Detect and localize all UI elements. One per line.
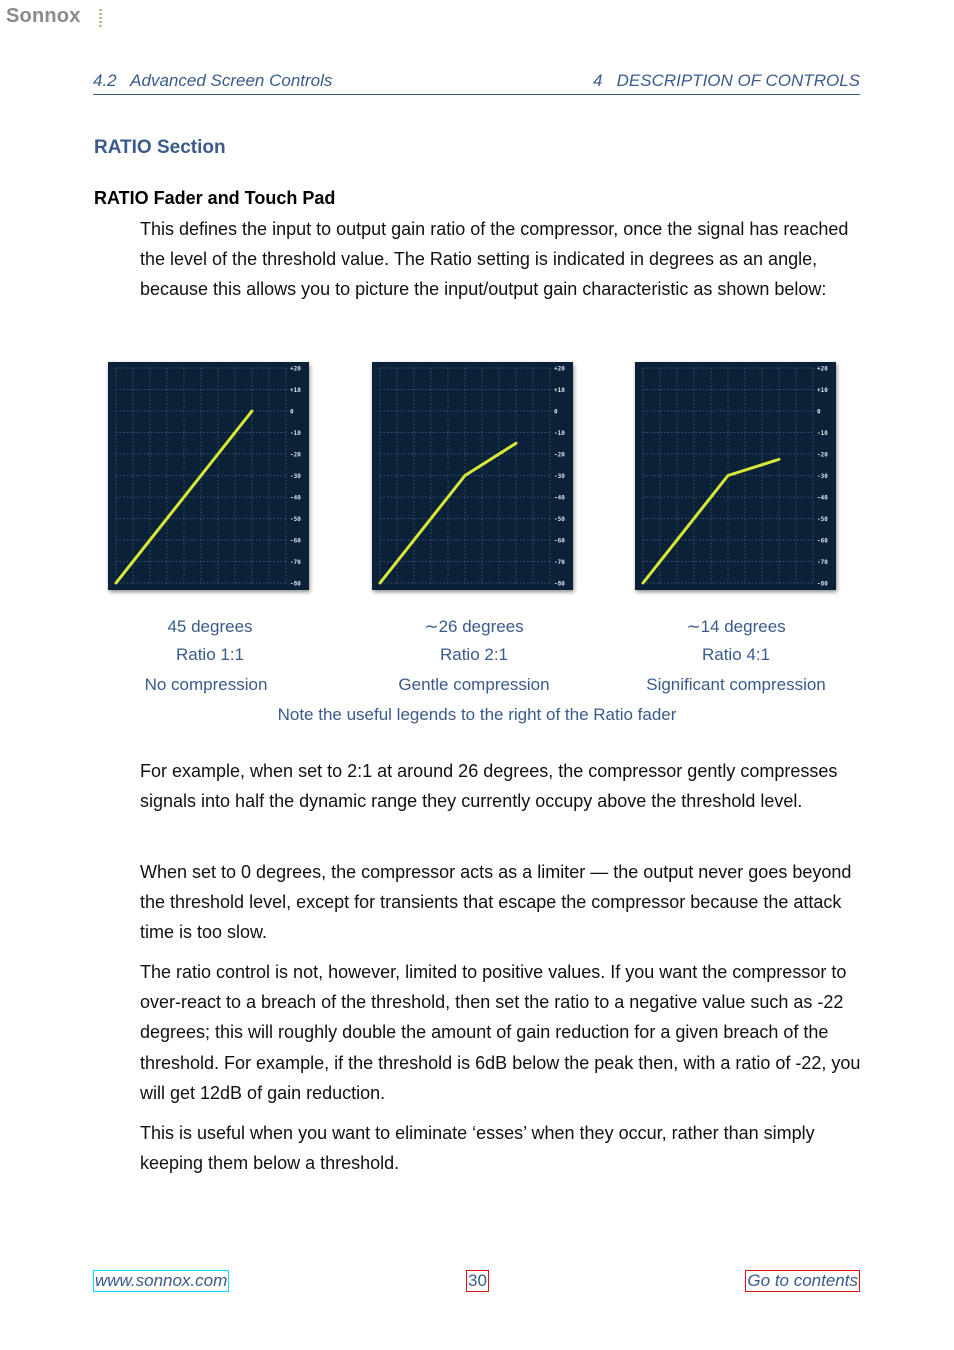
scale-label: 0 [290,408,294,416]
scale-label: -70 [817,559,828,566]
caption-desc-3: Significant compression [646,675,826,694]
scale-label: -10 [290,430,301,437]
scale-label: -70 [554,559,565,566]
ratio-graph-2to1 [372,362,573,590]
scale-label: -50 [554,516,565,523]
header-chapter-title: 4 DESCRIPTION OF CONTROLS [592,71,860,90]
scale-label: -20 [290,451,301,459]
scale-label: -80 [817,580,828,588]
caption-ratio-3: Ratio 4:1 [701,645,771,664]
sonnox-logo: Sonnox [6,5,81,27]
scale-label: -30 [554,473,565,480]
scale-label: -20 [817,451,828,459]
esses-paragraph: This is useful when you want to eliminate ‘esses’ when they occur, rather than simply keeping them below a threshold. [140,1123,815,1174]
scale-label: 0 [554,408,558,416]
scale-label: -20 [554,451,565,459]
caption-desc-2: Gentle compression [398,675,550,694]
caption-ratio-2: Ratio 2:1 [439,645,509,664]
caption-angle-2: ∼26 degrees [424,617,524,636]
website-link[interactable]: www.sonnox.com [95,1271,228,1290]
scale-label: -60 [290,537,301,545]
negative-ratio-paragraph: The ratio control is not, however, limited to positive values. If you want the compressor to over-react to a breach of the threshold, then set the ratio to a negative value such as -22 degrees; this will roughly double the amount of gain reduction for a given breach of the threshold. For example, if the threshold is 6dB below the peak then, with a ratio of -22, you will get 12dB of gain reduction. [140,962,861,1103]
scale-label: +20 [290,365,301,373]
scale-label: -60 [554,537,565,545]
caption-angle-1: 45 degrees [167,617,253,636]
caption-ratio-1: Ratio 1:1 [175,645,245,664]
scale-label: +10 [817,387,828,394]
scale-label: +10 [290,387,301,394]
intro-paragraph: This defines the input to output gain ratio of the compressor, once the signal has reached the level of the threshold value. The Ratio setting is indicated in degrees as an angle, because this allows you to picture the input/output gain characteristic as shown below: [140,219,849,300]
go-to-contents-link[interactable]: Go to contents [747,1271,858,1290]
scale-label: -50 [817,516,828,523]
subsection-title: RATIO Fader and Touch Pad [94,188,336,208]
limiter-paragraph: When set to 0 degrees, the compressor acts as a limiter — the output never goes beyond the threshold level, except for transients that escape the compressor because the attack time is too slow. [140,862,852,943]
example-paragraph: For example, when set to 2:1 at around 26 degrees, the compressor gently compresses signals into half the dynamic range they currently occupy above the threshold level. [140,761,838,812]
scale-label: -50 [290,516,301,523]
ratio-graph-4to1 [635,362,836,590]
scale-label: -70 [290,559,301,566]
scale-label: +20 [554,365,565,373]
scale-label: -30 [817,473,828,480]
scale-label: -10 [554,430,565,437]
scale-label: 0 [817,408,821,416]
ratio-graph-1to1 [108,362,309,590]
graphs-note: Note the useful legends to the right of the Ratio fader [277,705,677,724]
scale-label: -10 [817,430,828,437]
scale-label: +10 [554,387,565,394]
header-rule [93,94,860,95]
page-number[interactable]: 30 [468,1271,487,1290]
scale-label: +20 [817,365,828,373]
header-section-title: 4.2 Advanced Screen Controls [93,71,333,90]
caption-angle-3: ∼14 degrees [686,617,786,636]
scale-label: -80 [554,580,565,588]
section-title: RATIO Section [94,137,226,158]
logo-dots-decoration [99,9,102,27]
scale-label: -80 [290,580,301,588]
scale-label: -40 [554,494,565,502]
caption-desc-1: No compression [144,675,268,694]
scale-label: -30 [290,473,301,480]
scale-label: -40 [817,494,828,502]
scale-label: -40 [290,494,301,502]
scale-label: -60 [817,537,828,545]
